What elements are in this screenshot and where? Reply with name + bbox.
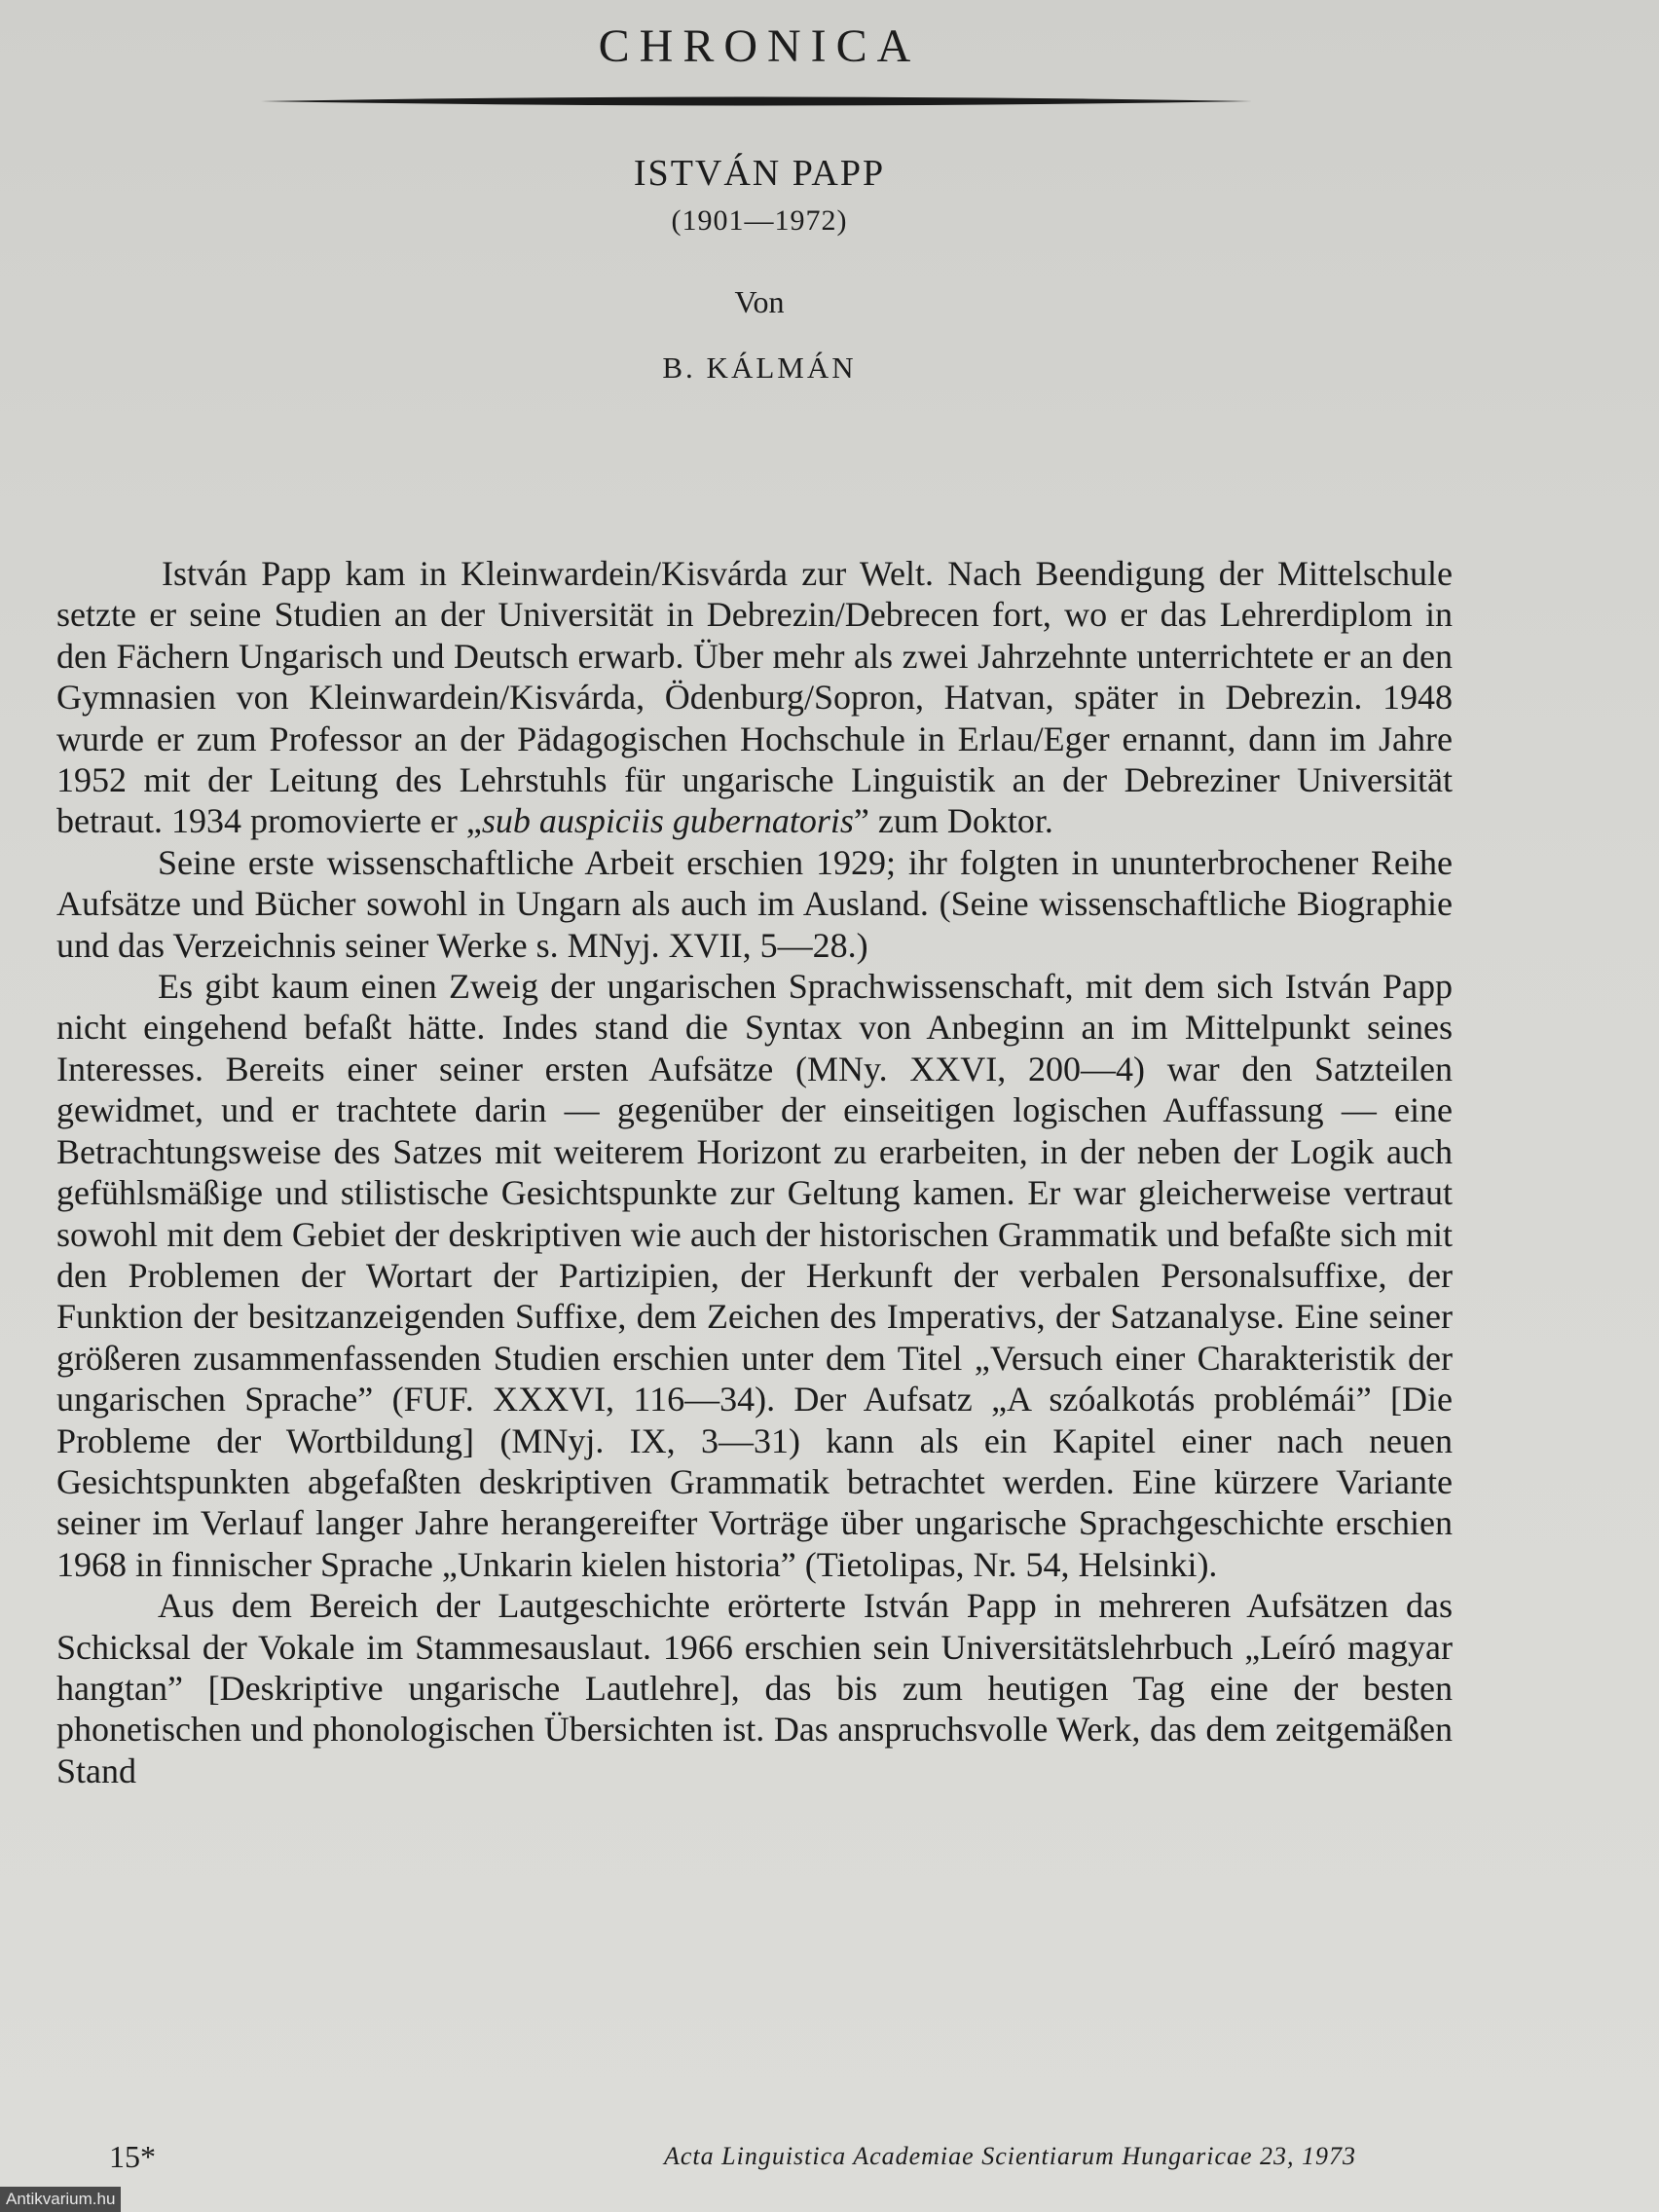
paragraph-4: Aus dem Bereich der Lautgeschichte erörterte István Papp in mehreren Aufsätzen das Schicksal der Vokale im Stammesauslaut. 1966 erschien sein Universitätslehrbuch „Leíró magyar hangtan” [Deskriptive ungarische Lautlehre], das bis zum heutigen Tag eine der besten phonetischen und phonologischen Übersichten ist. Das anspruchsvolle Werk, das dem zeitgemäßen Stand (56, 1586, 1453, 1790)
paragraph-3: Es gibt kaum einen Zweig der ungarischen Sprachwissenschaft, mit dem sich István Papp nicht eingehend befaßt hätte. Indes stand die Syntax von Anbeginn an im Mittelpunkt seines Interesses. Bereits einer seiner ersten Aufsätze (MNy. XXVI, 200—4) war den Satzteilen gewidmet, und er trachtete darin — gegenüber der einseitigen logischen Auffassung — eine Betrachtungsweise des Satzes mit weiterem Horizont zu erarbeiten, in der neben der Logik auch gefühlsmäßige und stilistische Gesichtspunkte zur Geltung kamen. Er war gleicherweise vertraut sowohl mit dem Gebiet der deskriptiven wie auch der historischen Grammatik und befaßte sich mit den Problemen der Wortart der Partizipien, der Herkunft der verbalen Personalsuffixe, der Funktion der besitzanzeigenden Suffixe, dem Zeichen des Imperativs, der Satzanalyse. Eine seiner größeren zusammenfassenden Studien erschien unter dem Titel „Versuch einer Charakteristik der ungarischen Sprache” (FUF. XXXVI, 116—34). Der Aufsatz „A szóalkotás problémái” [Die Probleme der Wortbildung] (MNyj. IX, 3—31) kann als ein Kapitel einer nach neuen Gesichtspunkten abgefaßten deskriptiven Grammatik betrachtet werden. Eine kürzere Variante seiner im Verlauf langer Jahre herangereifter Vorträge über ungarische Sprachgeschichte erschien 1968 in finnischer Sprache „Unkarin kielen historia” (Tietolipas, Nr. 54, Helsinki). (56, 967, 1453, 1584)
article-body (56, 553, 1453, 1791)
article-author: B. KÁLMÁN (662, 350, 857, 385)
article-years: (1901—1972) (671, 204, 848, 237)
section-heading: CHRONICA (598, 20, 921, 72)
paragraph-1: István Papp kam in Kleinwardein/Kisvárda zur Welt. Nach Beendigung der Mittelschule setzte er seine Studien an der Universität in Debrezin/Debrecen fort, wo er das Lehrerdiplom in den Fächern Ungarisch und Deutsch erwarb. Über mehr als zwei Jahrzehnte unterrichtete er an den Gymnasien von Kleinwardein/Kisvárda, Ödenburg/Sopron, Hatvan, später in Debrezin. 1948 wurde er zum Professor an der Pädagogischen Hochschule in Erlau/Eger ernannt, dann im Jahre 1952 mit der Leitung des Lehrstuhls für ungarische Linguistik an der Debreziner Universität betraut. 1934 promovierte er „sub auspiciis gubernatoris” zum Doktor. (56, 554, 1453, 841)
paragraph-2: Seine erste wissenschaftliche Arbeit erschien 1929; ihr folgten in ununterbrochener Reihe Aufsätze und Bücher sowohl in Ungarn als auch im Ausland. (Seine wissenschaftliche Biographie und das Verzeichnis seiner Werke s. MNyj. XVII, 5—28.) (56, 842, 1453, 965)
header-rule (261, 93, 1252, 109)
article-title: ISTVÁN PAPP (633, 153, 886, 194)
latin-phrase: sub auspiciis gubernatoris (481, 801, 854, 841)
journal-citation: Acta Linguistica Academiae Scientiarum Hungaricae 23, 1973 (664, 2142, 1357, 2170)
page-number: 15* (109, 2139, 156, 2174)
site-watermark: Antikvarium.hu (0, 2187, 121, 2212)
byline-label: Von (734, 284, 785, 319)
